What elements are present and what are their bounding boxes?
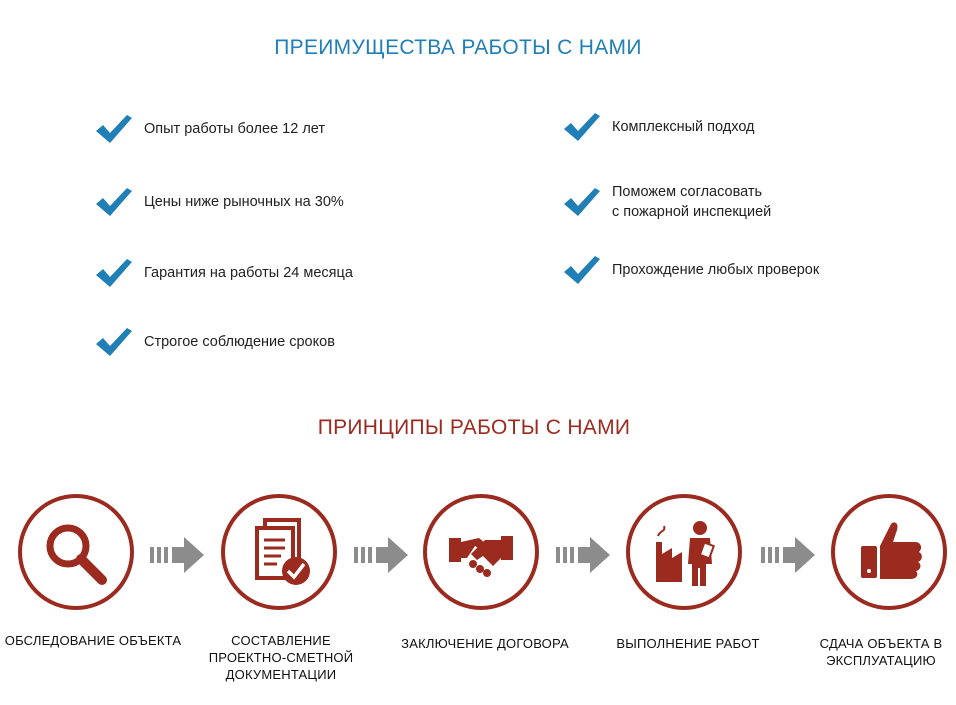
- step-label: ЗАКЛЮЧЕНИЕ ДОГОВОРА: [401, 636, 569, 651]
- advantage-text: Опыт работы более 12 лет: [144, 121, 326, 137]
- step-label: ОБСЛЕДОВАНИЕ ОБЪЕКТА: [4, 633, 182, 648]
- advantage-item: [94, 185, 344, 219]
- advantage-text: Комплексный подход: [612, 119, 755, 135]
- thumbs-up-icon: [835, 498, 943, 606]
- checkmark-icon: [562, 185, 602, 219]
- advantage-text: Цены ниже рыночных на 30%: [144, 194, 344, 210]
- advantage-text: Поможем согласовать с пожарной инспекцией: [612, 184, 772, 220]
- advantage-text: Прохождение любых проверок: [612, 262, 820, 278]
- advantage-item: [562, 182, 771, 222]
- step-circle: [18, 494, 134, 610]
- advantage-item: [562, 110, 755, 144]
- advantages-title: ПРЕИМУЩЕСТВА РАБОТЫ С НАМИ: [274, 36, 642, 59]
- arrow-right-icon: [354, 535, 410, 575]
- step-circle: [221, 494, 337, 610]
- factory-worker-icon: [630, 498, 738, 606]
- document-check-icon: [225, 498, 333, 606]
- checkmark-icon: [94, 112, 134, 146]
- arrow-right-icon: [761, 535, 817, 575]
- step-label: ВЫПОЛНЕНИЕ РАБОТ: [616, 636, 760, 651]
- principles-title: ПРИНЦИПЫ РАБОТЫ С НАМИ: [317, 416, 631, 439]
- checkmark-icon: [562, 110, 602, 144]
- checkmark-icon: [94, 185, 134, 219]
- advantage-item: [94, 256, 353, 290]
- checkmark-icon: [94, 325, 134, 359]
- step-label: СДАЧА ОБЪЕКТА В ЭКСПЛУАТАЦИЮ: [819, 636, 943, 668]
- step-label: СОСТАВЛЕНИЕ ПРОЕКТНО-СМЕТНОЙ ДОКУМЕНТАЦИИ: [208, 633, 354, 682]
- step-circle: [831, 494, 947, 610]
- advantage-item: [94, 325, 335, 359]
- advantage-text: Строгое соблюдение сроков: [144, 334, 335, 350]
- magnifier-icon: [22, 498, 130, 606]
- checkmark-icon: [562, 253, 602, 287]
- step-circle: [626, 494, 742, 610]
- arrow-right-icon: [556, 535, 612, 575]
- advantage-item: [562, 253, 819, 287]
- step-circle: [423, 494, 539, 610]
- arrow-right-icon: [150, 535, 206, 575]
- handshake-icon: [427, 498, 535, 606]
- advantage-text: Гарантия на работы 24 месяца: [144, 265, 353, 281]
- advantage-item: [94, 112, 325, 146]
- checkmark-icon: [94, 256, 134, 290]
